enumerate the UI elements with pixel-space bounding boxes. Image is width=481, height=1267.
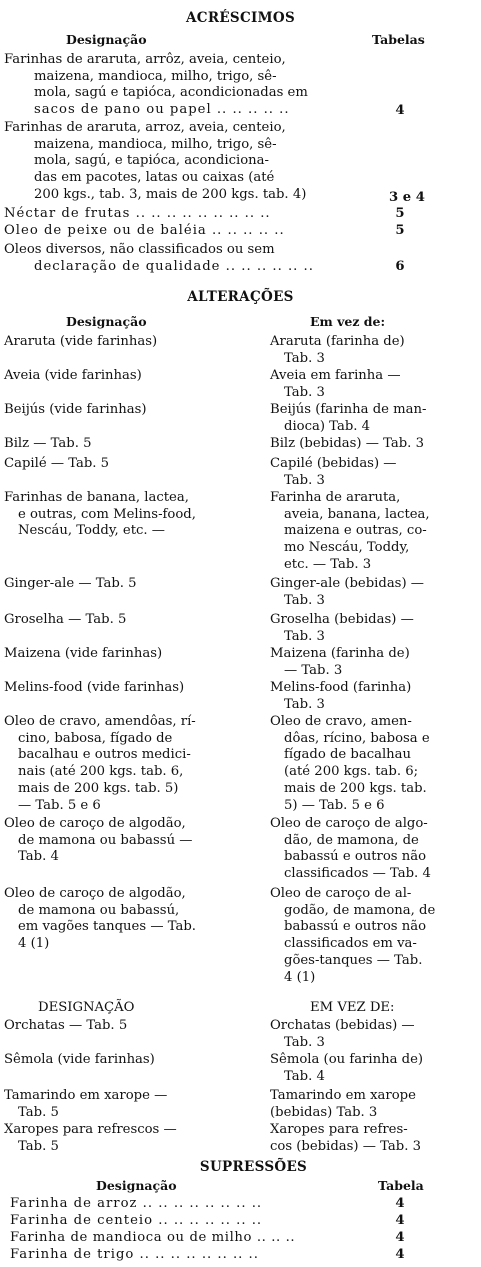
alteracao-row-designacao: Oleo de caroço de algodão, de mamona ou babassú, em vagões tanques — Tab. 4 (1) <box>4 886 196 952</box>
col-header-tabelas: Tabelas <box>372 32 425 47</box>
alteracao-row-em-vez: Maizena (farinha de) — Tab. 3 <box>270 646 410 678</box>
section-title-supressoes: SUPRESSÕES <box>199 1159 308 1175</box>
alteracao-row-em-vez: Oleo de caroço de al- godão, de mamona, de babassú e outros não classificados em va- gões-tanques — Tab. 4 (1) <box>270 886 436 985</box>
alteracao-row-designacao: Beijús (vide farinhas) <box>4 402 147 417</box>
alteracao-row-em-vez: Capilé (bebidas) — Tab. 3 <box>270 456 397 488</box>
alteracao-row-em-vez: Araruta (farinha de) Tab. 3 <box>270 334 405 366</box>
alteracao-row-em-vez: Oleo de cravo, amen- dôas, rícino, babosa e fígado de bacalhau (até 200 kgs. tab. 6; mais de 200 kgs. tab. 5) — Tab. 5 e 6 <box>270 714 430 813</box>
alteracao-row-em-vez: Orchatas (bebidas) — Tab. 3 <box>270 1018 415 1050</box>
alteracao-row-em-vez: Xaropes para refres- cos (bebidas) — Tab. 3 <box>270 1122 421 1154</box>
alteracao-row-em-vez: Tamarindo em xarope (bebidas) Tab. 3 <box>270 1088 416 1120</box>
alteracao-row-designacao: Orchatas — Tab. 5 <box>4 1018 128 1033</box>
acrescimo-tabela-5: 6 <box>395 259 405 274</box>
supressao-tabela: 4 <box>395 1230 405 1245</box>
section-title-acrescimos: ACRÉSCIMOS <box>186 10 295 26</box>
section-title-alteracoes: ALTERAÇÕES <box>187 289 294 305</box>
alteracao-row-designacao: Bilz — Tab. 5 <box>4 436 92 451</box>
alteracao-row-designacao: Melins-food (vide farinhas) <box>4 680 185 695</box>
supressao-item: Farinha de trigo .. .. .. .. .. .. .. .. <box>10 1247 259 1262</box>
col-header-designacao: Designação <box>66 32 147 47</box>
acrescimo-item-2: Farinhas de araruta, arroz, aveia, centeio, maizena, mandioca, milho, trigo, sê- mola, sagú, e tapióca, acondiciona- das em pacotes, latas ou caixas (até 200 kgs., tab. 3, mais de 200 kgs. tab. 4) <box>4 120 307 202</box>
sub-header-designacao: DESIGNAÇÃO <box>38 1000 135 1015</box>
acrescimo-tabela-4: 5 <box>395 223 405 238</box>
alteracao-row-em-vez: Aveia em farinha — Tab. 3 <box>270 368 401 400</box>
col-header-tabela: Tabela <box>378 1178 424 1193</box>
alteracao-row-designacao: Xaropes para refrescos — Tab. 5 <box>4 1122 177 1154</box>
supressao-item: Farinha de centeio .. .. .. .. .. .. .. <box>10 1213 263 1228</box>
alteracao-row-em-vez: Melins-food (farinha) Tab. 3 <box>270 680 412 712</box>
alteracao-row-designacao: Groselha — Tab. 5 <box>4 612 127 627</box>
acrescimo-tabela-2: 3 e 4 <box>389 190 425 205</box>
alteracao-row-em-vez: Sêmola (ou farinha de) Tab. 4 <box>270 1052 424 1084</box>
alteracao-row-designacao: Capilé — Tab. 5 <box>4 456 110 471</box>
alteracao-row-em-vez: Bilz (bebidas) — Tab. 3 <box>270 436 424 451</box>
col-header-em-vez-de: Em vez de: <box>310 314 386 329</box>
alteracao-row-designacao: Aveia (vide farinhas) <box>4 368 142 383</box>
alteracao-row-designacao: Farinhas de banana, lactea, e outras, com Melins-food, Nescáu, Toddy, etc. — <box>4 490 196 539</box>
alteracao-row-designacao: Tamarindo em xarope — Tab. 5 <box>4 1088 168 1120</box>
acrescimo-item-1: Farinhas de araruta, arrôz, aveia, centeio, maizena, mandioca, milho, trigo, sê- mola, sagú e tapióca, acondicionadas em sacos de pano ou papel .. .. .. .. .. <box>4 52 308 118</box>
alteracao-row-em-vez: Ginger-ale (bebidas) — Tab. 3 <box>270 576 424 608</box>
alteracao-row-designacao: Oleo de cravo, amendôas, rí- cino, babosa, fígado de bacalhau e outros medici- nais (até 200 kgs. tab. 6, mais de 200 kgs. tab. 5) — Tab. 5 e 6 <box>4 714 196 813</box>
supressao-tabela: 4 <box>395 1196 405 1211</box>
alteracao-row-em-vez: Oleo de caroço de algo- dão, de mamona, de babassú e outros não classificados — Tab. 4 <box>270 816 431 882</box>
alteracao-row-designacao: Sêmola (vide farinhas) <box>4 1052 155 1067</box>
supressao-tabela: 4 <box>395 1213 405 1228</box>
alteracao-row-designacao: Ginger-ale — Tab. 5 <box>4 576 137 591</box>
col-header-designacao-alt: Designação <box>66 314 147 329</box>
acrescimo-item-3: Néctar de frutas .. .. .. .. .. .. .. .. .. <box>4 206 271 221</box>
col-header-designacao-sup: Designação <box>96 1178 177 1193</box>
alteracao-row-em-vez: Farinha de araruta, aveia, banana, lactea, maizena e outras, co- mo Nescáu, Toddy, etc. — Tab. 3 <box>270 490 430 572</box>
alteracao-row-designacao: Oleo de caroço de algodão, de mamona ou babassú — Tab. 4 <box>4 816 193 865</box>
acrescimo-item-5: Oleos diversos, não classificados ou sem declaração de qualidade .. .. .. .. .. .. <box>4 242 314 274</box>
supressao-item: Farinha de mandioca ou de milho .. .. .. <box>10 1230 296 1245</box>
alteracao-row-designacao: Maizena (vide farinhas) <box>4 646 163 661</box>
supressao-item: Farinha de arroz .. .. .. .. .. .. .. .. <box>10 1196 263 1211</box>
acrescimo-tabela-3: 5 <box>395 206 405 221</box>
alteracao-row-em-vez: Groselha (bebidas) — Tab. 3 <box>270 612 414 644</box>
alteracao-row-em-vez: Beijús (farinha de man- dioca) Tab. 4 <box>270 402 427 434</box>
acrescimo-tabela-1: 4 <box>395 103 405 118</box>
sub-header-em-vez-de: EM VEZ DE: <box>310 1000 395 1015</box>
acrescimo-item-4: Oleo de peixe ou de baléia .. .. .. .. .. <box>4 223 285 238</box>
alteracao-row-designacao: Araruta (vide farinhas) <box>4 334 158 349</box>
supressao-tabela: 4 <box>395 1247 405 1262</box>
